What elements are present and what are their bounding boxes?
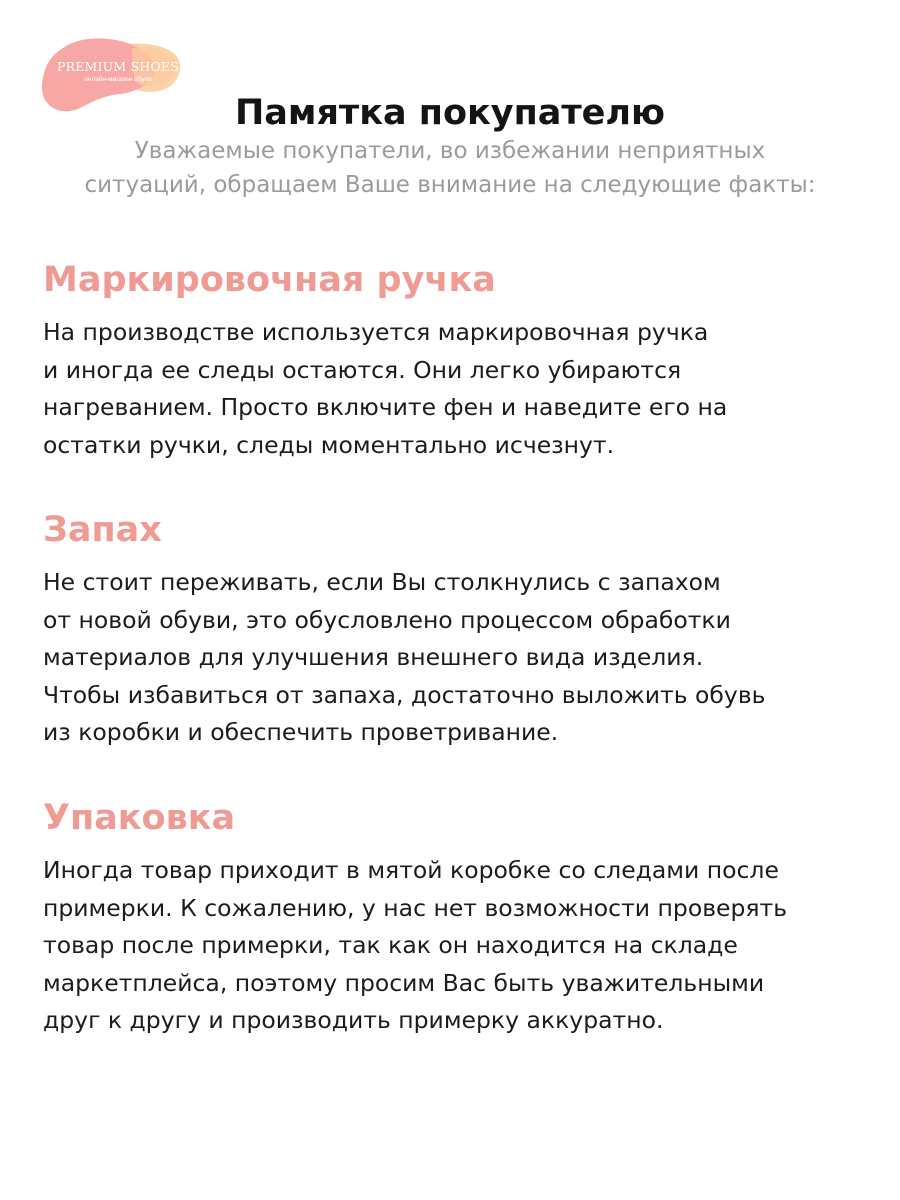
section-line: друг к другу и производить примерку аккуратно. bbox=[43, 1006, 664, 1034]
section-line: Не стоит переживать, если Вы столкнулись с запахом bbox=[43, 568, 721, 596]
intro-line: Уважаемые покупатели, во избежании неприятных bbox=[134, 138, 766, 164]
page-title: Памятка покупателю bbox=[234, 93, 666, 134]
logo-tagline: онлайн-магазин обуви bbox=[84, 76, 152, 83]
section-smell bbox=[43, 506, 873, 752]
section-marker-pen bbox=[43, 256, 873, 464]
section-line: остатки ручки, следы моментально исчезнут. bbox=[43, 430, 615, 459]
intro-line: ситуаций, обращаем Ваше внимание на следующие факты: bbox=[84, 172, 816, 198]
section-line: и иногда ее следы остаются. Они легко убираются bbox=[43, 355, 682, 384]
section-line: товар после примерки, так как он находится на складе bbox=[43, 931, 738, 959]
section-line: из коробки и обеспечить проветривание. bbox=[43, 718, 559, 746]
section-body bbox=[43, 852, 873, 1040]
section-heading: Упаковка bbox=[43, 798, 236, 838]
section-line: Чтобы избавиться от запаха, достаточно выложить обувь bbox=[43, 680, 766, 709]
intro-text bbox=[0, 134, 900, 202]
section-body bbox=[43, 564, 873, 752]
section-line: от новой обуви, это обусловлено процессом обработки bbox=[43, 605, 731, 634]
section-heading: Маркировочная ручка bbox=[43, 260, 496, 300]
section-heading: Запах bbox=[43, 510, 162, 550]
section-line: маркетплейса, поэтому просим Вас быть уважительными bbox=[43, 968, 765, 997]
section-packaging bbox=[43, 794, 873, 1040]
section-line: нагреванием. Просто включите фен и наведите его на bbox=[43, 393, 728, 421]
section-line: На производстве используется маркировочная ручка bbox=[43, 318, 709, 346]
section-body bbox=[43, 314, 873, 464]
section-line: Иногда товар приходит в мятой коробке со следами после bbox=[43, 856, 779, 884]
section-line: примерки. К сожалению, у нас нет возможности проверять bbox=[43, 893, 788, 922]
logo-brand-name: PREMIUM SHOES bbox=[57, 59, 179, 74]
section-line: материалов для улучшения внешнего вида изделия. bbox=[43, 643, 704, 671]
